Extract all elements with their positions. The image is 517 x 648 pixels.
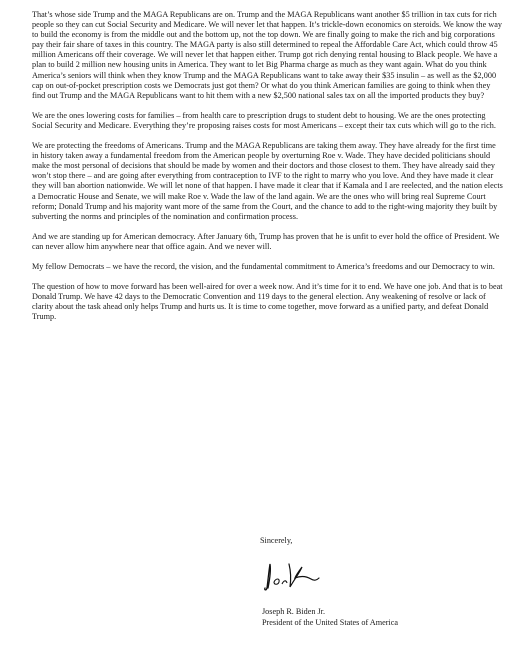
signer-title: President of the United States of America xyxy=(262,618,398,627)
closing-salutation: Sincerely, xyxy=(260,536,293,545)
paragraph-2: We are the ones lowering costs for families – from health care to prescription drugs to student debt to housing. We are the ones protecting Social Security and Medicare. Everything they’re proposing raises costs for most Americans – except their tax cuts which will go to the rich. xyxy=(32,110,496,130)
paragraph-5: My fellow Democrats – we have the record, the vision, and the fundamental commitment to America’s freedoms and our Democracy to win. xyxy=(32,261,495,271)
handwritten-signature xyxy=(262,558,322,594)
paragraph-1: That’s whose side Trump and the MAGA Republicans are on. Trump and the MAGA Republicans want another $5 trillion in tax cuts for rich people so they can cut Social Security and Medicare. We will never let that happen. It’s trickle-down economics on steroids. We know the way to build the economy is from the middle out and the bottom up, not the top down. We are finally going to make the rich and big corporations pay their fair share of taxes in this country. The MAGA party is also still determined to repeal the Affordable Care Act, which could throw 45 million Americans off their coverage. We will never let that happen either. Trump got rich denying rental housing to Black people. We have a plan to build 2 million new housing units in America. They want to let Big Pharma charge as much as they want again. What do you think America’s seniors will think when they know Trump and the MAGA Republicans want to take away their $35 insulin – as well as the $2,000 cap on out-of-pocket prescription costs we Democrats just got them? Or what do you think American families are going to think when they find out Trump and the MAGA Republicans want to hit them with a new $2,500 national sales tax on all the imported products they buy? xyxy=(32,10,503,100)
paragraph-4: And we are standing up for American democracy. After January 6th, Trump has proven that he is unfit to ever hold the office of President. We can never allow him anywhere near that office again. And we never will. xyxy=(32,231,500,251)
signer-name: Joseph R. Biden Jr. xyxy=(262,607,326,616)
paragraph-3: We are protecting the freedoms of Americans. Trump and the MAGA Republicans are taking them away. They have already for the first time in history taken away a fundamental freedom from the American people by overturning Roe v. Wade. They have decided politicians should make the most personal of decisions that should be made by women and their doctors and those closest to them. They have already said they won’t stop there – and are going after everything from contraception to IVF to the right to marry who you love. And they have made it clear they will ban abortion nationwide. We will let none of that happen. I have made it clear that if Kamala and I are reelected, and the nation elects a Democratic House and Senate, we will make Roe v. Wade the law of the land again. We are the ones who will bring real Supreme Court reform; Donald Trump and his majority want more of the same from the Court, and the chance to add to the right-wing majority they built by subverting the norms and principles of the nomination and confirmation process. xyxy=(32,141,503,221)
signature-block xyxy=(262,606,398,628)
paragraph-6: The question of how to move forward has been well-aired for over a week now. And it’s time for it to end. We have one job. And that is to beat Donald Trump. We have 42 days to the Democratic Convention and 119 days to the general election. Any weakening of resolve or lack of clarity about the task ahead only helps Trump and hurts us. It is time to come together, move forward as a unified party, and defeat Donald Trump. xyxy=(32,282,503,322)
